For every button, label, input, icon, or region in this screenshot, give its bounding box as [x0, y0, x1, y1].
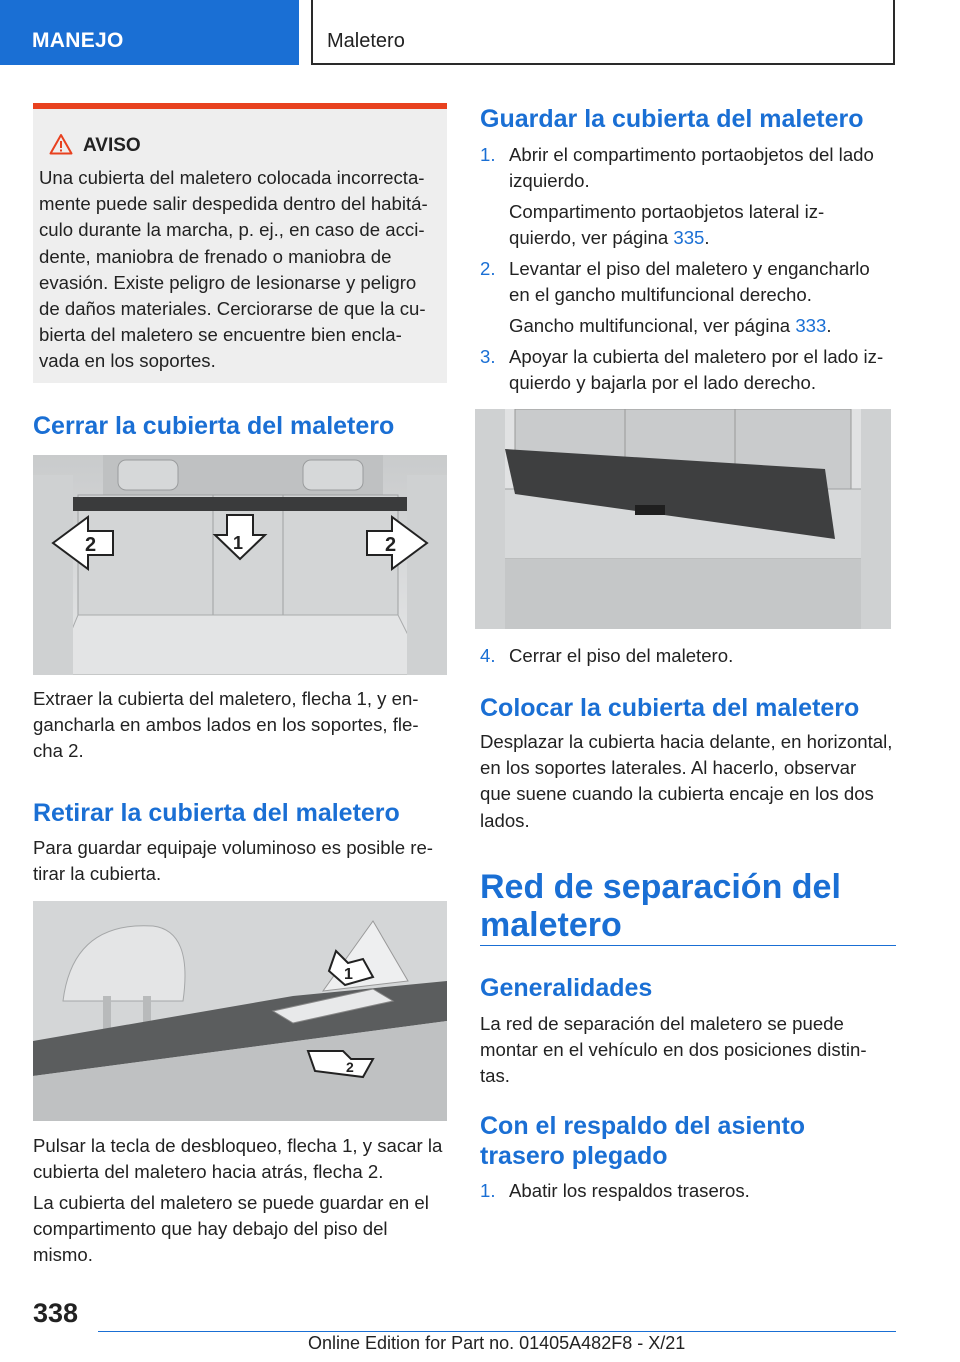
heading-separation-net: Red de separación del maletero	[480, 868, 841, 944]
step-1: 1. Abrir el compartimento portaobjetos del lado izquierdo.	[480, 144, 874, 192]
step-2-note: Gancho multifuncional, ver página 333.	[509, 315, 832, 336]
folded-step-1: 1. Abatir los respaldos traseros.	[480, 1180, 750, 1201]
heading-close-cover: Cerrar la cubierta del maletero	[33, 412, 395, 440]
step-1-note: Compartimento portaobjetos lateral iz- quierdo, ver página 335.	[509, 201, 825, 249]
figure-store-cover	[475, 409, 891, 629]
section-rule	[480, 945, 896, 946]
page-ref-335[interactable]: 335	[673, 227, 705, 249]
page-ref-333[interactable]: 333	[795, 315, 827, 336]
footer-rule	[98, 1331, 896, 1332]
warning-title: AVISO	[83, 135, 439, 157]
step-2: 2. Levantar el piso del maletero y engancharlo en el gancho multifuncional derecho.	[480, 258, 870, 306]
general-text: La red de separación del maletero se puede montar en el vehículo en dos posiciones distin- tas.	[480, 1013, 867, 1087]
heading-folded-backrest: Con el respaldo del asiento trasero plegado	[480, 1112, 806, 1170]
heading-place-cover: Colocar la cubierta del maletero	[480, 694, 860, 722]
footer-edition: Online Edition for Part no. 01405A482F8 - X/21	[308, 1333, 686, 1353]
fig1-label-center: 1	[233, 533, 244, 553]
release-text: Pulsar la tecla de desbloqueo, flecha 1, y sacar la cubierta del maletero hacia atrás, flecha 2.	[33, 1135, 443, 1183]
warning-box	[33, 103, 447, 383]
place-cover-text: Desplazar la cubierta hacia delante, en horizontal, en los soportes laterales. Al hacerlo, observar que suene cuando la cubierta encaje en los dos lados.	[480, 731, 893, 831]
figure-close-cover	[33, 455, 447, 675]
chapter-title: Maletero	[311, 0, 895, 65]
heading-store-cover: Guardar la cubierta del maletero	[480, 105, 864, 133]
fig2-label-1: 1	[344, 966, 353, 983]
store-under-floor-text: La cubierta del maletero se puede guardar en el compartimento que hay debajo del piso del mismo.	[33, 1192, 429, 1266]
heading-remove-cover: Retirar la cubierta del maletero	[33, 799, 400, 827]
step-3: 3. Apoyar la cubierta del maletero por el lado iz- quierdo y bajarla por el lado derecho.	[480, 346, 884, 394]
fig2-label-2: 2	[346, 1059, 354, 1075]
fig1-label-right: 2	[385, 534, 397, 556]
close-cover-text: Extraer la cubierta del maletero, flecha 1, y en- gancharla en ambos lados en los soportes, fle- cha 2.	[33, 688, 419, 762]
figure-remove-cover	[33, 901, 447, 1121]
fig1-label-left: 2	[85, 534, 97, 556]
step-4: 4. Cerrar el piso del maletero.	[480, 645, 734, 666]
remove-cover-text: Para guardar equipaje voluminoso es posible re- tirar la cubierta.	[33, 837, 434, 885]
page-number: 338	[33, 1298, 79, 1328]
heading-general: Generalidades	[480, 974, 653, 1002]
warning-triangle-icon	[49, 133, 73, 155]
section-tab[interactable]: MANEJO	[0, 0, 299, 65]
warning-text: Una cubierta del maletero colocada incorrecta- mente puede salir despedida dentro del habitá- culo durante la marcha, p. ej., en caso de acci- dente, maniobra de frenado o maniobra de evasión. Existe peligro de lesionarse y peligro de daños materiales. Cerciorarse de que la cu- bierta del maletero se encuentre bien encla- vada en los soportes.	[39, 167, 428, 372]
